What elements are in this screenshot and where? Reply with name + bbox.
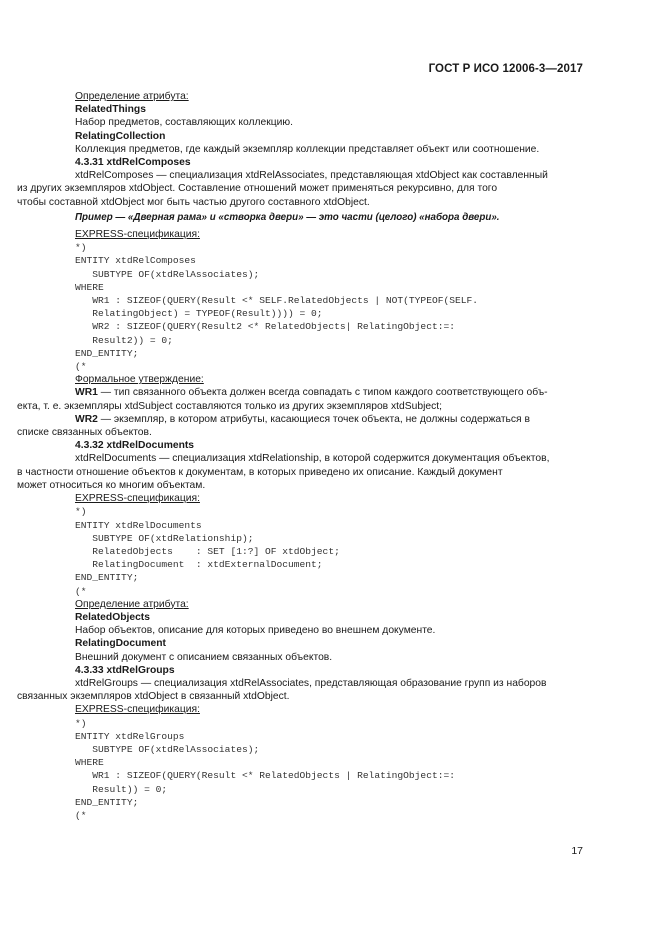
attr-def-label: Определение атрибута: [75,91,189,102]
section-heading-4-3-33: 4.3.33 xtdRelGroups [75,664,175,676]
section-desc-4-3-32 [17,452,583,492]
attr-desc-related-objects: Набор объектов, описание для которых приведено во внешнем документе. [75,625,436,637]
code-line: SUBTYPE OF(xtdRelAssociates); [75,268,260,280]
desc-line: может относиться ко многим объектам. [17,479,206,491]
code-line: *) [75,717,87,729]
section-desc-4-3-31 [17,169,583,209]
section-heading-4-3-32: 4.3.32 xtdRelDocuments [75,440,195,452]
express-spec-label: EXPRESS-спецификация: [75,493,200,505]
desc-line: связанных экземпляров xtdObject в связанный xtdObject. [17,691,290,703]
code-line: ENTITY xtdRelDocuments [75,519,202,531]
section-heading-4-3-31: 4.3.31 xtdRelComposes [75,157,191,169]
example-note: Пример — «Дверная рама» и «створка двери» — это части (целого) «набора двери». [75,211,500,223]
attr-desc-related-things: Набор предметов, составляющих коллекцию. [75,117,294,129]
formal-statement-label: Формальное утверждение: [75,374,204,386]
express-code-block [75,505,583,597]
page-number: 17 [571,845,583,857]
rule-text: — экземпляр, в котором атрибуты, касающиеся точек объекта, не должны содержаться в [97,413,530,425]
desc-line: из других экземпляров xtdObject. Составление отношений может применяться рекурсивно, для того [17,183,498,195]
code-line: RelatingObject) = TYPEOF(Result)))) = 0; [75,308,323,320]
page-content [17,90,583,822]
code-line: END_ENTITY; [75,347,139,359]
attr-name-relating-document: RelatingDocument [75,638,166,650]
attr-name-relating-collection: RelatingCollection [75,130,166,142]
formal-rule-wr2 [17,413,583,439]
attr-name-related-things: RelatedThings [75,104,146,116]
code-line: (* [75,361,87,373]
code-line: *) [75,506,87,518]
formal-rule-wr1 [17,386,583,412]
code-line: SUBTYPE OF(xtdRelationship); [75,532,254,544]
attr-desc-relating-collection: Коллекция предметов, где каждый экземпляр коллекции представляет объект или соотношение. [75,143,540,155]
code-line: WHERE [75,281,104,293]
attr-desc-relating-document: Внешний документ с описанием связанных объектов. [75,651,333,663]
express-spec-label: EXPRESS-спецификация: [75,704,200,716]
code-line: (* [75,809,87,821]
code-line: ENTITY xtdRelComposes [75,255,196,267]
rule-text: списке связанных объектов. [17,427,152,439]
desc-line: xtdRelComposes — специализация xtdRelAssociates, представляющая xtdObject как составленный [75,170,548,182]
code-line: Result)) = 0; [75,783,168,795]
rule-label: WR2 [75,413,98,425]
express-code-block [75,717,583,823]
code-line: (* [75,585,87,597]
code-line: WR1 : SIZEOF(QUERY(Result <* SELF.RelatedObjects | NOT(TYPEOF(SELF. [75,295,479,307]
code-line: WR2 : SIZEOF(QUERY(Result2 <* RelatedObjects| RelatingObject:=: [75,321,455,333]
code-line: SUBTYPE OF(xtdRelAssociates); [75,743,260,755]
desc-line: чтобы составной xtdObject мог быть частью другого составного xtdObject. [17,196,370,208]
document-header: ГОСТ Р ИСО 12006-3—2017 [428,63,583,75]
code-line: END_ENTITY; [75,796,139,808]
code-line: RelatingDocument : xtdExternalDocument; [75,559,323,571]
code-line: ENTITY xtdRelGroups [75,730,185,742]
code-line: END_ENTITY; [75,572,139,584]
rule-text: — тип связанного объекта должен всегда совпадать с типом каждого соответствующего объ- [97,387,548,399]
code-line: WR1 : SIZEOF(QUERY(Result <* RelatedObjects | RelatingObject:=: [75,770,455,782]
attr-def-label: Определение атрибута: [75,598,189,610]
section-desc-4-3-33 [17,677,583,703]
rule-text: екта, т. е. экземпляры xtdSubject составляются только из других экземпляров xtdSubject; [17,400,442,412]
desc-line: xtdRelDocuments — специализация xtdRelationship, в которой содержится документация объектов, [75,453,550,465]
code-line: WHERE [75,757,104,769]
desc-line: xtdRelGroups — специализация xtdRelAssociates, представляющая образование групп из наборов [75,677,547,689]
express-code-block [75,241,583,373]
code-line: *) [75,242,87,254]
code-line: Result2)) = 0; [75,334,173,346]
desc-line: в частности отношение объектов к документам, в которых приведено их описание. Каждый документ [17,466,503,478]
attr-name-related-objects: RelatedObjects [75,611,150,623]
rule-label: WR1 [75,387,98,399]
code-line: RelatedObjects : SET [1:?] OF xtdObject; [75,545,340,557]
express-spec-label: EXPRESS-спецификация: [75,229,200,241]
